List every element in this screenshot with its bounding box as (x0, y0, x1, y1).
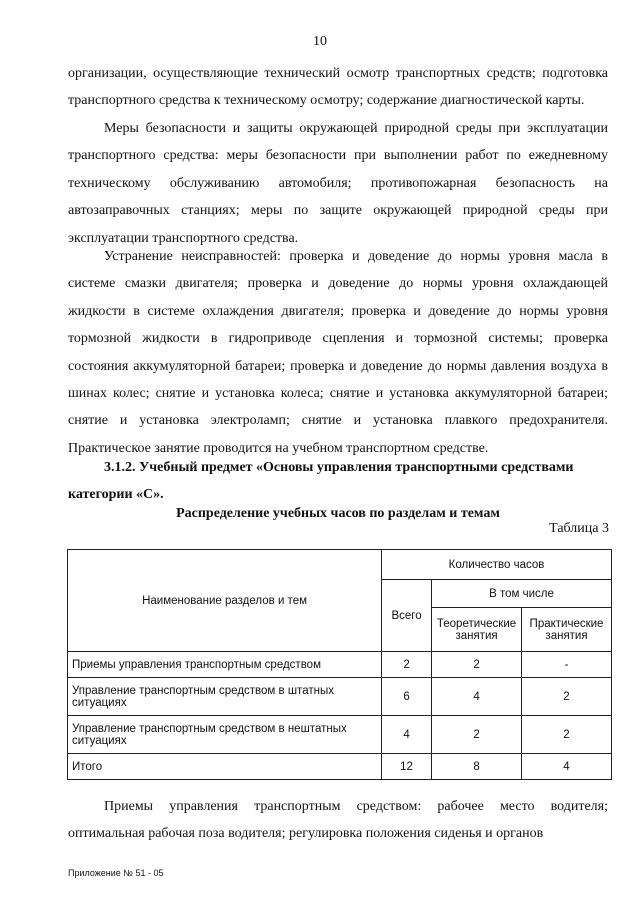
table-row (68, 678, 612, 716)
row-name: Приемы управления транспортным средством (68, 652, 382, 678)
row-total: 2 (382, 652, 432, 678)
row-name: Управление транспортным средством в нештатных ситуациях (68, 716, 382, 754)
footer-appendix-note: Приложение № 51 - 05 (68, 868, 164, 878)
row-theory: 4 (432, 678, 522, 716)
header-hours-count: Количество часов (382, 550, 612, 580)
header-section-name: Наименование разделов и тем (68, 550, 382, 652)
hours-distribution-table (67, 549, 612, 780)
table-label: Таблица 3 (549, 521, 609, 536)
header-including: В том числе (432, 580, 612, 608)
paragraph-technical-inspection: организации, осуществляющие технический осмотр транспортных средств; подготовка транспортного средства к техническому осмотру; содержание диагностической карты. (68, 66, 608, 109)
row-theory: 8 (432, 754, 522, 780)
page-number: 10 (313, 34, 327, 49)
row-practice: 2 (522, 716, 612, 754)
row-name: Управление транспортным средством в штатных ситуациях (68, 678, 382, 716)
paragraph-driving-techniques: Приемы управления транспортным средством: рабочее место водителя; оптимальная рабочая поза водителя; регулировка положения сиденья и органов (68, 799, 608, 842)
paragraph-troubleshooting: Устранение неисправностей: проверка и доведение до нормы уровня масла в системе смазки двигателя; проверка и доведение до нормы уровня охлаждающей жидкости в системе охлаждения двигателя; проверка и доведение до нормы уровня тормозной жидкости в гидроприводе сцепления и тормозной системы; проверка состояния аккумуляторной батареи; проверка и доведение до нормы давления воздуха в шинах колес; снятие и установка колеса; снятие и установка аккумуляторной батареи; снятие и установка электроламп; снятие и установка плавкого предохранителя. Практическое занятие проводится на учебном транспортном средстве. (68, 249, 608, 456)
section-heading: 3.1.2. Учебный предмет «Основы управления транспортными средствами категории «С». (68, 460, 574, 502)
header-practice: Практические занятия (522, 608, 612, 652)
table-row (68, 716, 612, 754)
row-total: 12 (382, 754, 432, 780)
row-practice: 4 (522, 754, 612, 780)
paragraph-safety-measures: Меры безопасности и защиты окружающей природной среды при эксплуатации транспортного средства: меры безопасности при выполнении работ по ежедневному техническому обслуживанию автомобиля; противопожарная безопасность на автозаправочных станциях; меры по защите окружающей природной среды при эксплуатации транспортного средства. (68, 121, 608, 246)
header-total: Всего (382, 580, 432, 652)
header-theory: Теоретические занятия (432, 608, 522, 652)
table-row (68, 652, 612, 678)
row-theory: 2 (432, 652, 522, 678)
table-title: Распределение учебных часов по разделам и темам (176, 506, 500, 521)
row-theory: 2 (432, 716, 522, 754)
row-name: Итого (68, 754, 382, 780)
row-total: 4 (382, 716, 432, 754)
row-practice: - (522, 652, 612, 678)
row-total: 6 (382, 678, 432, 716)
row-practice: 2 (522, 678, 612, 716)
table-row (68, 754, 612, 780)
